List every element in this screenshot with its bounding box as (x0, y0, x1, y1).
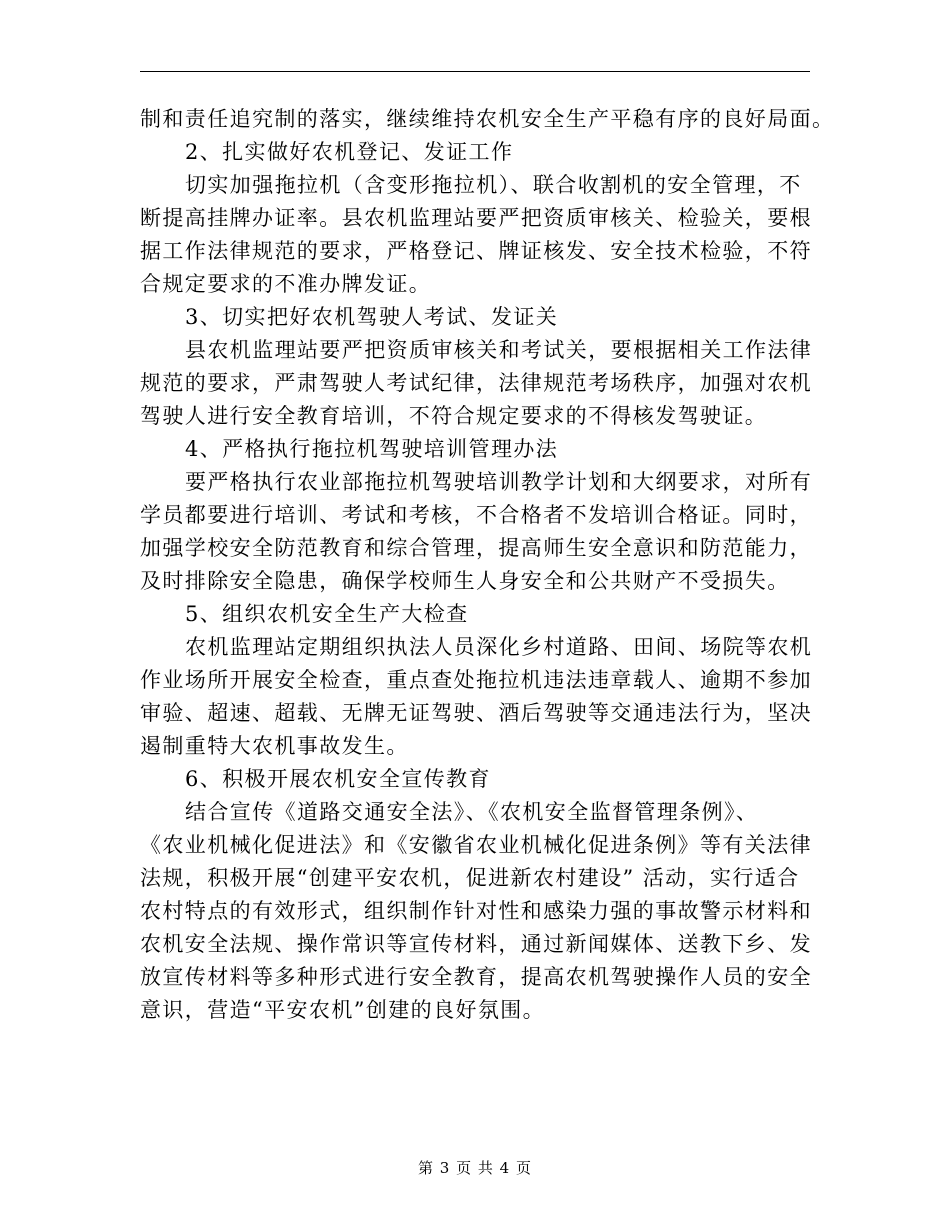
paragraph-line: 据工作法律规范的要求，严格登记、牌证核发、安全技术检验，不符 (140, 239, 812, 263)
paragraph-line: 作业场所开展安全检查，重点查处拖拉机违法违章载人、逾期不参加 (140, 668, 812, 692)
paragraph-line: 要严格执行农业部拖拉机驾驶培训教学计划和大纲要求，对所有 (185, 470, 813, 494)
paragraph-line: 制和责任追究制的落实，继续维持农机安全生产平稳有序的良好局面。 (140, 107, 835, 131)
paragraph-line: 遏制重特大农机事故发生。 (140, 734, 409, 758)
paragraph-line: 及时排除安全隐患，确保学校师生人身安全和公共财产不受损失。 (140, 569, 790, 593)
paragraph-line: 农村特点的有效形式，组织制作针对性和感染力强的事故警示材料和 (140, 899, 812, 923)
paragraph-line: 意识，营造“平安农机”创建的良好氛围。 (140, 998, 546, 1022)
paragraph-line: 切实加强拖拉机（含变形拖拉机）、联合收割机的安全管理，不 (185, 173, 802, 197)
paragraph-line: 农机监理站定期组织执法人员深化乡村道路、田间、场院等农机 (185, 635, 813, 659)
section-heading: 2、扎实做好农机登记、发证工作 (185, 140, 514, 164)
header-rule (140, 71, 810, 72)
section-heading: 3、切实把好农机驾驶人考试、发证关 (185, 305, 559, 329)
paragraph-line: 放宣传材料等多种形式进行安全教育，提高农机驾驶操作人员的安全 (140, 965, 812, 989)
section-heading: 6、积极开展农机安全宣传教育 (185, 767, 491, 791)
paragraph-line: 合规定要求的不准办牌发证。 (140, 272, 432, 296)
paragraph-line: 县农机监理站要严把资质审核关和考试关，要根据相关工作法律 (185, 338, 813, 362)
paragraph-line: 驾驶人进行安全教育培训，不符合规定要求的不得核发驾驶证。 (140, 404, 768, 428)
document-body (140, 103, 835, 1027)
paragraph-line: 法规，积极开展“创建平安农机，促进新农村建设” 活动，实行适合 (140, 866, 800, 890)
paragraph-line: 审验、超速、超载、无牌无证驾驶、酒后驾驶等交通违法行为，坚决 (140, 701, 812, 725)
page-footer: 第 3 页 共 4 页 (418, 1159, 532, 1177)
paragraph-line: 规范的要求，严肃驾驶人考试纪律，法律规范考场秩序，加强对农机 (140, 371, 812, 395)
section-heading: 5、组织农机安全生产大检查 (185, 602, 469, 626)
paragraph-line: 农机安全法规、操作常识等宣传材料，通过新闻媒体、送教下乡、发 (140, 932, 812, 956)
section-heading: 4、严格执行拖拉机驾驶培训管理办法 (185, 437, 559, 461)
paragraph-line: 结合宣传《道路交通安全法》、《农机安全监督管理条例》、 (185, 800, 759, 824)
paragraph-line: 断提高挂牌办证率。县农机监理站要严把资质审核关、检验关，要根 (140, 206, 812, 230)
paragraph-line: 《农业机械化促进法》和《安徽省农业机械化促进条例》等有关法律 (140, 833, 812, 857)
paragraph-line: 学员都要进行培训、考试和考核，不合格者不发培训合格证。同时， (140, 503, 812, 527)
paragraph-line: 加强学校安全防范教育和综合管理，提高师生安全意识和防范能力， (140, 536, 812, 560)
